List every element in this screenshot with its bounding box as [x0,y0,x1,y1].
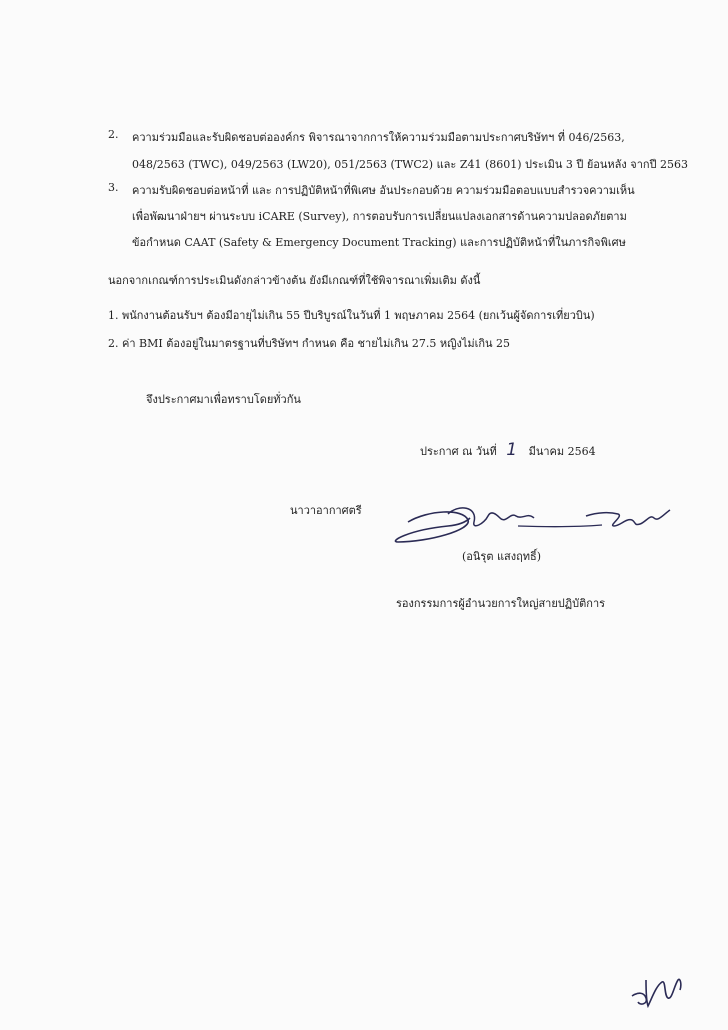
date-prefix: ประกาศ ณ วันที่ [420,445,497,458]
item-3-line-1: ความรับผิดชอบต่อหน้าที่ และ การปฏิบัติหน้าที่พิเศษ อันประกอบด้วย ความร่วมมือตอบแบบสำรวจความเห็น [132,184,635,197]
additional-item-1: 1. พนักงานต้อนรับฯ ต้องมีอายุไม่เกิน 55 ปีบริบูรณ์ในวันที่ 1 พฤษภาคม 2564 (ยกเว้นผู้จัดการเที่ยวบิน) [108,309,595,322]
item-3-line-3: ข้อกำหนด CAAT (Safety & Emergency Document Tracking) และการปฏิบัติหน้าที่ในภารกิจพิเศษ [132,236,626,249]
item-2-line-1: ความร่วมมือและรับผิดชอบต่อองค์กร พิจารณาจากการให้ความร่วมมือตามประกาศบริษัทฯ ที่ 046/2563, [132,131,625,144]
item-number: 3. [108,181,119,194]
additional-item-2: 2. ค่า BMI ต้องอยู่ในมาตรฐานที่บริษัทฯ กำหนด คือ ชายไม่เกิน 27.5 หญิงไม่เกิน 25 [108,337,511,350]
additional-heading: นอกจากเกณฑ์การประเมินดังกล่าวข้างต้น ยังมีเกณฑ์ที่ใช้พิจารณาเพิ่มเติม ดังนี้ [108,274,481,287]
signer-position: รองกรรมการผู้อำนวยการใหญ่สายปฏิบัติการ [396,597,606,610]
signer-rank: นาวาอากาศตรี [290,504,362,517]
item-2-line-2: 048/2563 (TWC), 049/2563 (LW20), 051/2563 (TWC2) และ Z41 (8601) ประเมิน 3 ปี ย้อนหลัง จากปี 2563 [132,158,689,171]
announcement-text: จึงประกาศมาเพื่อทราบโดยทั่วกัน [146,393,301,406]
initials-mark [628,972,688,1012]
item-number: 2. [108,128,119,141]
date-day-handwritten: 1 [506,440,518,460]
item-3-line-2: เพื่อพัฒนาฝ่ายฯ ผ่านระบบ iCARE (Survey), การตอบรับการเปลี่ยนแปลงเอกสารด้านความปลอดภัยตาม [132,210,627,223]
announcement-date [420,440,596,460]
signer-name: (อนิรุต แสงฤทธิ์) [462,550,542,563]
date-month-year: มีนาคม 2564 [528,445,596,458]
